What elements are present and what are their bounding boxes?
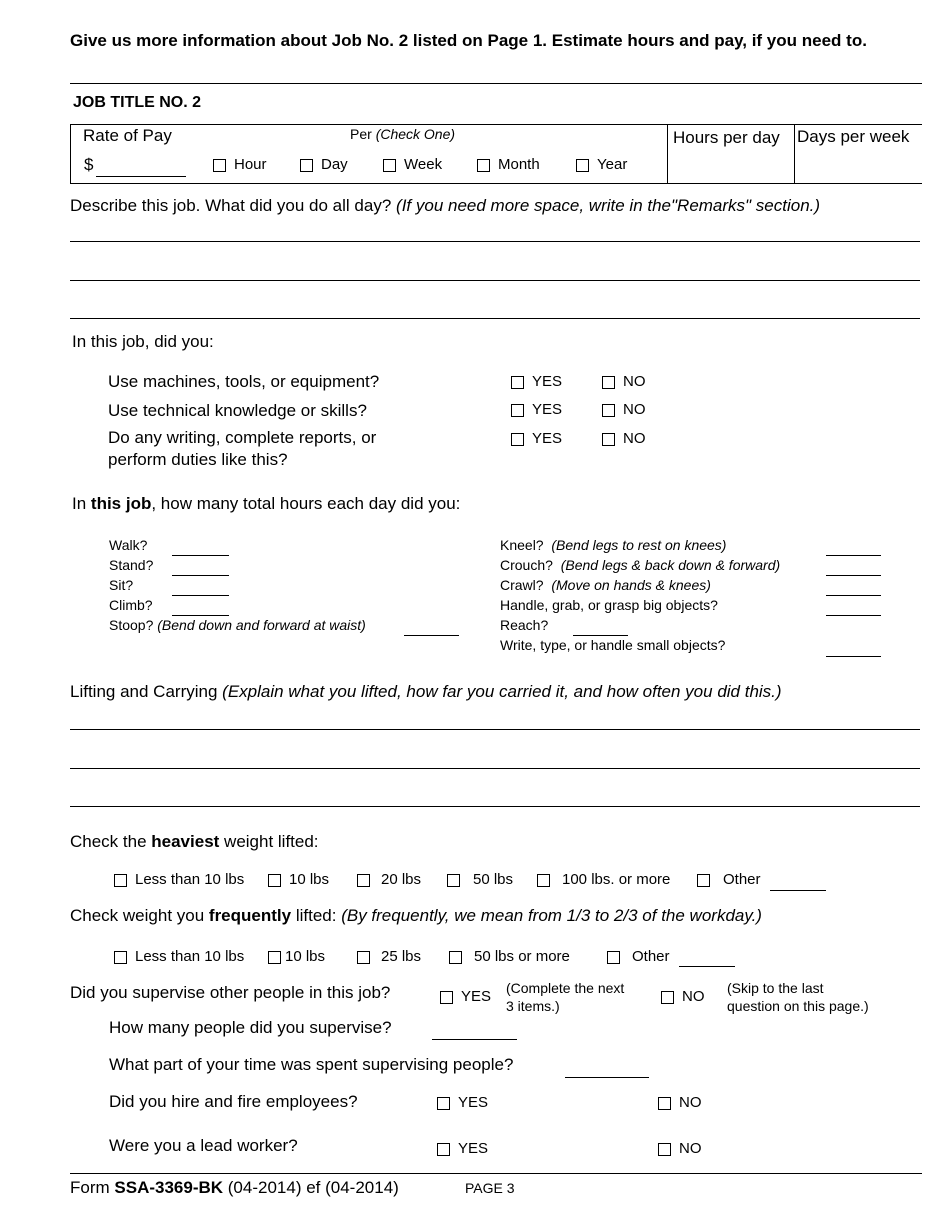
frequent-10-checkbox[interactable] <box>268 951 281 964</box>
describe-line-3[interactable] <box>70 318 920 319</box>
pay-month-checkbox[interactable] <box>477 159 490 172</box>
rate-of-pay-label: Rate of Pay <box>83 126 172 145</box>
heaviest-100-checkbox[interactable] <box>537 874 550 887</box>
frequent-other-label: Other <box>632 948 670 965</box>
question-technical: Use technical knowledge or skills? <box>108 401 367 420</box>
stand-label: Stand? <box>109 557 154 573</box>
table-left-border <box>70 124 71 183</box>
pay-hour-label: Hour <box>234 156 267 173</box>
footer-divider <box>70 1173 922 1174</box>
lead-worker-label: Were you a lead worker? <box>109 1136 298 1155</box>
supervise-no-checkbox[interactable] <box>661 991 674 1004</box>
lead-yes-checkbox[interactable] <box>437 1143 450 1156</box>
question-writing: Do any writing, complete reports, or <box>108 428 377 447</box>
rate-of-pay-input[interactable] <box>96 176 186 177</box>
describe-line-2[interactable] <box>70 280 920 281</box>
sit-label: Sit? <box>109 577 134 593</box>
no-label: NO <box>679 1140 702 1157</box>
question-writing-cont: perform duties like this? <box>108 450 288 469</box>
no-label: NO <box>623 373 646 390</box>
frequent-question: Check weight you frequently lifted: (By frequently, we mean from 1/3 to 2/3 of the workday.) <box>70 906 762 925</box>
walk-input[interactable] <box>172 555 229 556</box>
lead-no-checkbox[interactable] <box>658 1143 671 1156</box>
crawl-label: Crawl? (Move on hands & knees) <box>500 577 711 593</box>
heaviest-100-label: 100 lbs. or more <box>562 871 671 888</box>
heaviest-other-checkbox[interactable] <box>697 874 710 887</box>
yes-label: YES <box>461 988 492 1005</box>
frequent-other-input[interactable] <box>679 966 735 967</box>
supervise-no-note: (Skip to the last <box>727 980 824 996</box>
yes-label: YES <box>458 1094 489 1111</box>
machines-no-checkbox[interactable] <box>602 376 615 389</box>
per-label: Per (Check One) <box>350 126 456 142</box>
no-label: NO <box>682 988 705 1005</box>
how-many-input[interactable] <box>432 1039 517 1040</box>
handle-input[interactable] <box>826 615 881 616</box>
supervise-yes-checkbox[interactable] <box>440 991 453 1004</box>
stand-input[interactable] <box>172 575 229 576</box>
climb-label: Climb? <box>109 597 153 613</box>
days-per-week-label: Days per week <box>797 127 910 146</box>
heaviest-10-checkbox[interactable] <box>268 874 281 887</box>
supervise-no-note-cont: question on this page.) <box>727 998 869 1014</box>
hire-yes-checkbox[interactable] <box>437 1097 450 1110</box>
handle-label: Handle, grab, or grasp big objects? <box>500 597 718 613</box>
pay-month-label: Month <box>498 156 540 173</box>
yes-label: YES <box>532 373 563 390</box>
heaviest-10-label: 10 lbs <box>289 871 330 888</box>
table-divider <box>667 124 668 183</box>
frequent-other-checkbox[interactable] <box>607 951 620 964</box>
heaviest-50-label: 50 lbs <box>473 871 514 888</box>
time-supervising-input[interactable] <box>565 1077 649 1078</box>
describe-line-1[interactable] <box>70 241 920 242</box>
crawl-input[interactable] <box>826 595 881 596</box>
hire-fire-label: Did you hire and fire employees? <box>109 1092 358 1111</box>
frequent-less-10-checkbox[interactable] <box>114 951 127 964</box>
pay-hour-checkbox[interactable] <box>213 159 226 172</box>
writing-yes-checkbox[interactable] <box>511 433 524 446</box>
sit-input[interactable] <box>172 595 229 596</box>
heaviest-20-label: 20 lbs <box>381 871 422 888</box>
hours-question: In this job, how many total hours each day did you: <box>72 494 461 513</box>
pay-day-label: Day <box>321 156 348 173</box>
supervise-yes-note-cont: 3 items.) <box>506 998 560 1014</box>
yes-label: YES <box>532 401 563 418</box>
pay-day-checkbox[interactable] <box>300 159 313 172</box>
heaviest-less-10-label: Less than 10 lbs <box>135 871 245 888</box>
heaviest-50-checkbox[interactable] <box>447 874 460 887</box>
hours-per-day-label: Hours per day <box>673 128 780 147</box>
supervise-question: Did you supervise other people in this job? <box>70 983 391 1002</box>
walk-label: Walk? <box>109 537 148 553</box>
frequent-less-10-label: Less than 10 lbs <box>135 948 245 965</box>
heaviest-question: Check the heaviest weight lifted: <box>70 832 319 851</box>
frequent-25-label: 25 lbs <box>381 948 422 965</box>
technical-yes-checkbox[interactable] <box>511 404 524 417</box>
pay-week-checkbox[interactable] <box>383 159 396 172</box>
heaviest-less-10-checkbox[interactable] <box>114 874 127 887</box>
intro-text: Give us more information about Job No. 2 listed on Page 1. Estimate hours and pay, if you need to. <box>70 31 867 50</box>
reach-label: Reach? <box>500 617 549 633</box>
section-divider <box>70 83 922 84</box>
machines-yes-checkbox[interactable] <box>511 376 524 389</box>
no-label: NO <box>623 401 646 418</box>
no-label: NO <box>679 1094 702 1111</box>
yes-label: YES <box>458 1140 489 1157</box>
writing-no-checkbox[interactable] <box>602 433 615 446</box>
frequent-25-checkbox[interactable] <box>357 951 370 964</box>
pay-year-checkbox[interactable] <box>576 159 589 172</box>
time-supervising-label: What part of your time was spent supervising people? <box>109 1055 514 1074</box>
table-bottom-border <box>70 183 922 184</box>
reach-input[interactable] <box>573 635 628 636</box>
kneel-label: Kneel? (Bend legs to rest on knees) <box>500 537 727 553</box>
describe-question: Describe this job. What did you do all day? (If you need more space, write in the"Remarks" section.) <box>70 196 821 215</box>
heaviest-other-label: Other <box>723 871 761 888</box>
question-machines: Use machines, tools, or equipment? <box>108 372 380 391</box>
frequent-10-label: 10 lbs <box>285 948 326 965</box>
write-type-label: Write, type, or handle small objects? <box>500 637 726 653</box>
lifting-line-3[interactable] <box>70 806 920 807</box>
lifting-line-2[interactable] <box>70 768 920 769</box>
crouch-label: Crouch? (Bend legs & back down & forward) <box>500 557 781 573</box>
form-number: Form SSA-3369-BK (04-2014) ef (04-2014) <box>70 1178 399 1197</box>
stoop-input[interactable] <box>404 635 459 636</box>
dollar-sign: $ <box>84 155 94 174</box>
crouch-input[interactable] <box>826 575 881 576</box>
technical-no-checkbox[interactable] <box>602 404 615 417</box>
table-divider <box>794 124 795 183</box>
kneel-input[interactable] <box>826 555 881 556</box>
page-number: PAGE 3 <box>465 1180 515 1196</box>
yes-label: YES <box>532 430 563 447</box>
how-many-label: How many people did you supervise? <box>109 1018 392 1037</box>
write-type-input[interactable] <box>826 656 881 657</box>
did-you-heading: In this job, did you: <box>72 332 214 351</box>
job-title-label: JOB TITLE NO. 2 <box>73 94 202 111</box>
lifting-question: Lifting and Carrying (Explain what you lifted, how far you carried it, and how often you did this.) <box>70 682 782 701</box>
hire-no-checkbox[interactable] <box>658 1097 671 1110</box>
heaviest-20-checkbox[interactable] <box>357 874 370 887</box>
supervise-yes-note: (Complete the next <box>506 980 625 996</box>
climb-input[interactable] <box>172 615 229 616</box>
pay-week-label: Week <box>404 156 443 173</box>
stoop-label: Stoop? (Bend down and forward at waist) <box>109 617 366 633</box>
pay-year-label: Year <box>597 156 628 173</box>
frequent-50-label: 50 lbs or more <box>474 948 570 965</box>
lifting-line-1[interactable] <box>70 729 920 730</box>
heaviest-other-input[interactable] <box>770 890 826 891</box>
frequent-50-checkbox[interactable] <box>449 951 462 964</box>
no-label: NO <box>623 430 646 447</box>
